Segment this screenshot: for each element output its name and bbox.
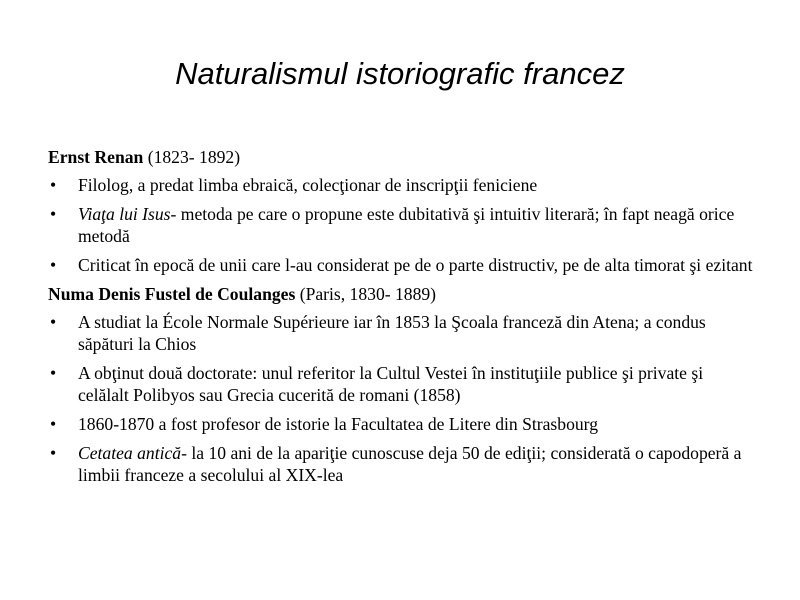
list-item	[48, 413, 753, 435]
bullet-text: Filolog, a predat limba ebraică, colecţionar de inscripţii feniciene	[78, 175, 538, 195]
bullet-text: - la 10 ani de la apariţie cunoscuse deja 50 de ediţii; considerată o capodoperă a limbii franceze a secolului al XIX-lea	[78, 443, 742, 485]
list-item	[48, 174, 753, 196]
bullet-icon: •	[50, 363, 57, 383]
person-name: Ernst Renan	[48, 147, 144, 167]
section-heading-renan	[48, 146, 753, 168]
bullet-text: A obţinut două doctorate: unul referitor la Cultul Vestei în instituţiile publice şi private şi celălalt Polibyos sau Grecia cucerită de romani (1858)	[78, 363, 704, 405]
list-item	[48, 442, 753, 486]
bullet-list-renan	[48, 174, 753, 276]
bullet-text: - metoda pe care o propune este dubitativă şi intuitiv literară; în fapt neagă orice metodă	[78, 204, 735, 246]
bullet-icon: •	[50, 312, 57, 332]
person-name: Numa Denis Fustel de Coulanges	[48, 284, 296, 304]
bullet-list-fustel	[48, 311, 753, 486]
slide-title: Naturalismul istoriografic francez	[175, 56, 625, 91]
bullet-text: A studiat la École Normale Supérieure iar în 1853 la Şcoala franceză din Atena; a condus săpături la Chios	[78, 312, 706, 354]
bullet-icon: •	[50, 204, 57, 224]
bullet-text: Criticat în epocă de unii care l-au considerat pe de o parte distructiv, pe de alta timorat şi ezitant	[78, 255, 753, 275]
list-item	[48, 311, 753, 355]
list-item	[48, 203, 753, 247]
list-item	[48, 254, 753, 276]
work-title: Viaţa lui Isus	[78, 204, 171, 224]
slide-content	[48, 146, 753, 493]
bullet-icon: •	[50, 443, 57, 463]
bullet-text: 1860-1870 a fost profesor de istorie la Facultatea de Litere din Strasbourg	[78, 414, 599, 434]
bullet-icon: •	[50, 175, 57, 195]
work-title: Cetatea antică	[78, 443, 182, 463]
section-heading-fustel	[48, 283, 753, 305]
bullet-icon: •	[50, 414, 57, 434]
person-dates: (Paris, 1830- 1889)	[295, 284, 437, 304]
bullet-icon: •	[50, 255, 57, 275]
person-dates: (1823- 1892)	[143, 147, 241, 167]
list-item	[48, 362, 753, 406]
